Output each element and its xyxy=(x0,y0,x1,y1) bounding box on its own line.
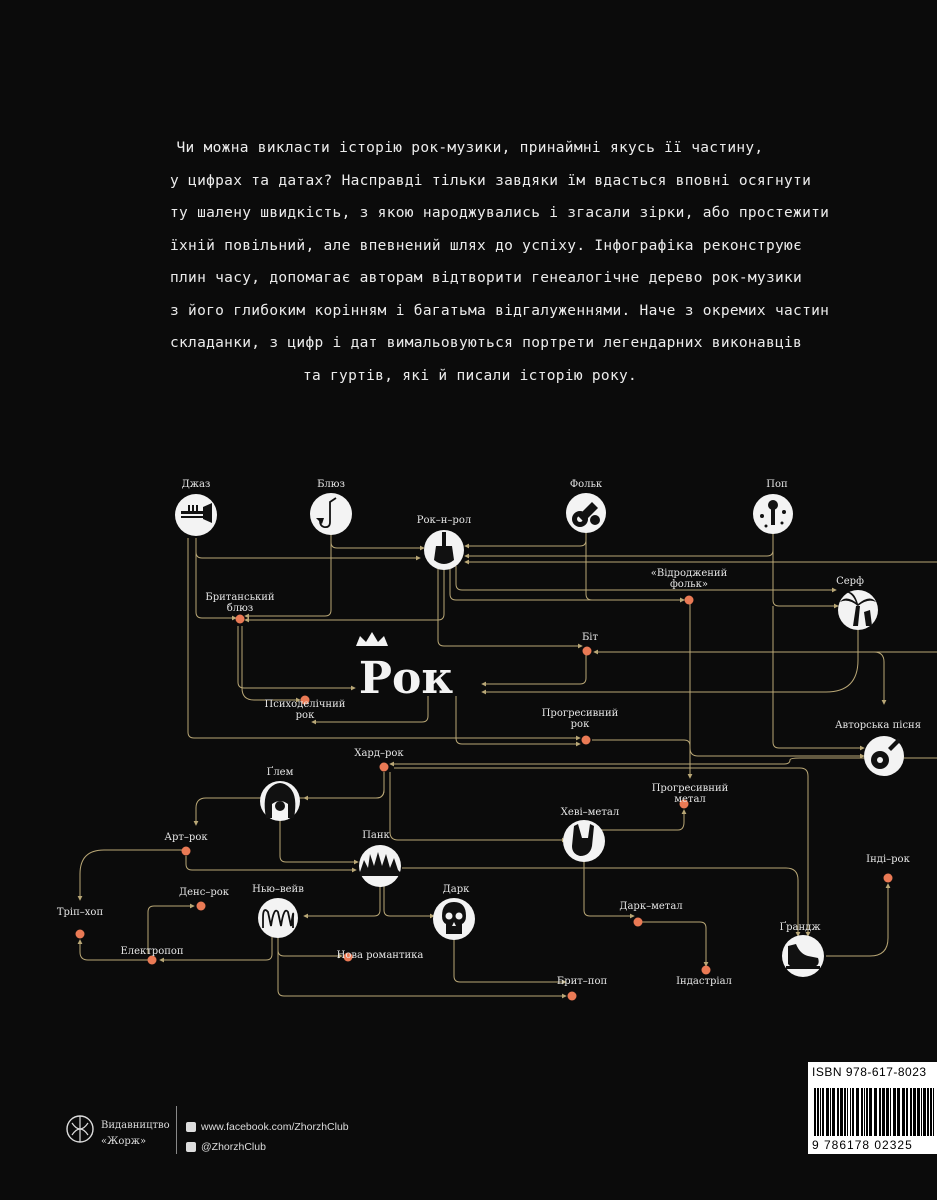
label-beat: Біт xyxy=(581,632,599,643)
label-folk: Фольк xyxy=(569,479,603,490)
intro-line: у цифрах та датах? Насправді тільки завдяки їм вдасться вповні осягнути xyxy=(170,172,812,189)
instagram-link[interactable]: @ZhorzhClub xyxy=(201,1141,266,1153)
edge xyxy=(773,532,838,606)
edge xyxy=(245,566,444,620)
node-indie xyxy=(866,854,910,883)
barcode-bar xyxy=(822,1088,824,1136)
node-art-rock xyxy=(164,832,208,856)
barcode-bar xyxy=(886,1088,889,1136)
barcode-bar xyxy=(930,1088,932,1136)
edge xyxy=(390,758,937,764)
edge xyxy=(242,626,300,700)
edge xyxy=(456,696,580,744)
node-heavy-metal xyxy=(561,807,619,862)
ean-digits: 9 786178 02325 xyxy=(812,1138,913,1152)
node-dance-rock xyxy=(179,887,230,911)
node-trip-hop xyxy=(57,907,104,939)
barcode-bar xyxy=(869,1088,872,1136)
edge xyxy=(826,884,888,956)
publisher-name xyxy=(101,1118,170,1150)
edge xyxy=(465,530,586,546)
node-electropop xyxy=(120,946,183,965)
edge xyxy=(331,530,424,548)
node-psychedelic xyxy=(265,696,346,722)
intro-line: плин часу, допомагає авторам відтворити генеалогічне дерево рок-музики xyxy=(170,270,803,286)
publisher-line: Видавництво xyxy=(101,1120,170,1131)
label-new-romantic: Нова романтика xyxy=(336,950,424,961)
label-britpop: Брит–поп xyxy=(556,976,608,987)
barcode-bar xyxy=(847,1088,848,1136)
barcode-bars xyxy=(812,1088,937,1136)
node-punk xyxy=(359,830,401,887)
edge xyxy=(384,880,434,916)
label-line: «Відроджений xyxy=(650,568,728,579)
barcode-bar xyxy=(933,1088,934,1136)
barcode-bar xyxy=(850,1088,851,1136)
label-line: фольк» xyxy=(669,579,709,590)
barcode-bar xyxy=(817,1088,819,1136)
label-punk: Панк xyxy=(362,830,390,841)
node-grunge xyxy=(779,922,824,977)
label-line: метал xyxy=(674,794,706,805)
edge xyxy=(592,740,690,778)
intro-line: ту шалену швидкість, з якою народжувались і згасали зірки, або простежити xyxy=(170,205,830,221)
label-electropop: Електропоп xyxy=(120,946,184,957)
label-line: блюз xyxy=(226,603,254,614)
edge xyxy=(454,936,566,982)
facebook-icon xyxy=(186,1122,196,1132)
label-psychedelic xyxy=(265,699,346,721)
barcode-bar xyxy=(927,1088,929,1136)
node-surf xyxy=(836,576,878,630)
intro-line: їхній повільний, але впевнений шлях до успіху. Інфографіка реконструює xyxy=(170,237,803,254)
barcode-bar xyxy=(893,1088,896,1136)
intro-line: та гуртів, які й писали історію року. xyxy=(302,367,638,384)
node-blues xyxy=(310,479,352,535)
label-progressive xyxy=(542,708,619,730)
barcode-bar xyxy=(906,1088,908,1136)
label-line: рок xyxy=(295,710,315,721)
node-folk-revival xyxy=(651,568,728,605)
barcode-bar xyxy=(826,1088,829,1136)
social-links xyxy=(186,1117,349,1157)
label-line: Британський xyxy=(205,592,275,603)
edge xyxy=(482,650,586,684)
label-indie: Інді–рок xyxy=(866,854,910,865)
barcode-bar xyxy=(840,1088,843,1136)
edge xyxy=(304,772,384,798)
isbn-text: ISBN 978-617-8023 xyxy=(812,1065,927,1079)
node-progressive xyxy=(542,708,619,745)
barcode-bar xyxy=(814,1088,816,1136)
intro-text xyxy=(170,132,830,392)
barcode-bar xyxy=(913,1088,916,1136)
label-line: Психоделічний xyxy=(264,699,346,710)
barcode-bar xyxy=(844,1088,846,1136)
label-line: Прогресивний xyxy=(651,783,729,794)
center-title-text: Рок xyxy=(358,653,454,704)
node-pop xyxy=(753,479,793,534)
barcode-bar xyxy=(890,1088,891,1136)
edge xyxy=(278,936,566,996)
edge xyxy=(482,630,858,692)
barcode-bar xyxy=(897,1088,900,1136)
barcode-bar xyxy=(820,1088,821,1136)
label-surf: Серф xyxy=(836,576,864,587)
barcode-bar xyxy=(866,1088,868,1136)
node-british-blues xyxy=(205,592,275,624)
label-hard-rock: Хард–рок xyxy=(354,748,404,759)
intro-line: Чи можна викласти історію рок-музики, принаймні якусь її частину, xyxy=(176,140,764,156)
node-dark xyxy=(433,884,475,940)
label-art-rock: Арт–рок xyxy=(164,832,208,843)
barcode-bar xyxy=(852,1088,854,1136)
intro-line: складанки, з цифр і дат вимальовуються портрети легендарних виконавців xyxy=(170,335,803,351)
edge xyxy=(863,652,884,704)
node-rocknroll xyxy=(417,515,471,570)
edge xyxy=(80,850,184,900)
node-folk xyxy=(566,479,606,533)
label-industrial: Індастріал xyxy=(676,976,732,987)
barcode-bar xyxy=(856,1088,859,1136)
node-glam xyxy=(260,767,300,821)
edge xyxy=(278,936,342,956)
node-industrial xyxy=(676,966,732,988)
node-dark-metal xyxy=(619,901,682,927)
publisher-line: «Жорж» xyxy=(101,1136,147,1147)
instagram-icon xyxy=(186,1142,196,1152)
label-singer-songwriter: Авторська пісня xyxy=(834,720,922,731)
label-dark: Дарк xyxy=(442,884,470,895)
edge xyxy=(280,814,358,862)
label-new-wave: Нью–вейв xyxy=(252,884,304,895)
rock-genealogy-diagram xyxy=(0,460,937,1020)
publisher-logo-icon xyxy=(64,1113,96,1145)
edge xyxy=(186,856,356,870)
node-jazz xyxy=(175,479,217,536)
intro-line: з його глибоким корінням і багатьма відгалуженнями. Наче з окремих частин xyxy=(170,302,830,319)
crown-icon xyxy=(356,632,388,646)
edge xyxy=(690,600,864,756)
label-prog-metal xyxy=(652,783,729,805)
edge xyxy=(640,922,706,966)
label-dark-metal: Дарк–метал xyxy=(619,901,683,912)
edge xyxy=(245,530,331,616)
facebook-link[interactable]: www.facebook.com/ZhorzhClub xyxy=(201,1121,349,1133)
edge xyxy=(304,880,380,916)
label-folk-revival xyxy=(651,568,728,590)
barcode-block xyxy=(808,1062,937,1154)
label-pop: Поп xyxy=(766,479,788,490)
edge xyxy=(438,566,582,646)
node-britpop xyxy=(557,976,608,1001)
footer-divider xyxy=(176,1106,177,1154)
label-glam: Ґлем xyxy=(266,767,294,778)
barcode-bar xyxy=(874,1088,877,1136)
barcode-bar xyxy=(902,1088,905,1136)
barcode-bar xyxy=(830,1088,831,1136)
barcode-bar xyxy=(832,1088,835,1136)
label-line: рок xyxy=(570,719,590,730)
edge xyxy=(238,626,355,688)
barcode-bar xyxy=(837,1088,839,1136)
barcode-bar xyxy=(882,1088,885,1136)
barcode-bar xyxy=(923,1088,926,1136)
label-dance-rock: Денс–рок xyxy=(179,887,229,898)
label-heavy-metal: Хеві–метал xyxy=(560,807,620,818)
barcode-bar xyxy=(921,1088,922,1136)
barcode-bar xyxy=(864,1088,865,1136)
label-jazz: Джаз xyxy=(181,479,211,490)
edge xyxy=(456,566,836,590)
node-new-romantic xyxy=(337,950,424,962)
label-line: Прогресивний xyxy=(541,708,619,719)
edge xyxy=(450,566,684,600)
edge xyxy=(390,772,566,840)
node-prog-metal xyxy=(652,783,729,809)
label-trip-hop: Тріп–хоп xyxy=(56,907,104,918)
label-grunge: Ґрандж xyxy=(779,922,821,933)
barcode-bar xyxy=(910,1088,912,1136)
node-new-wave xyxy=(252,884,304,938)
edge xyxy=(465,532,773,556)
barcode-bar xyxy=(861,1088,863,1136)
svg-text:Британськийблюз xyxy=(205,592,275,614)
label-rocknroll: Рок–н–рол xyxy=(416,515,472,526)
barcode-bar xyxy=(879,1088,881,1136)
label-blues: Блюз xyxy=(317,479,345,490)
barcode-bar xyxy=(917,1088,920,1136)
